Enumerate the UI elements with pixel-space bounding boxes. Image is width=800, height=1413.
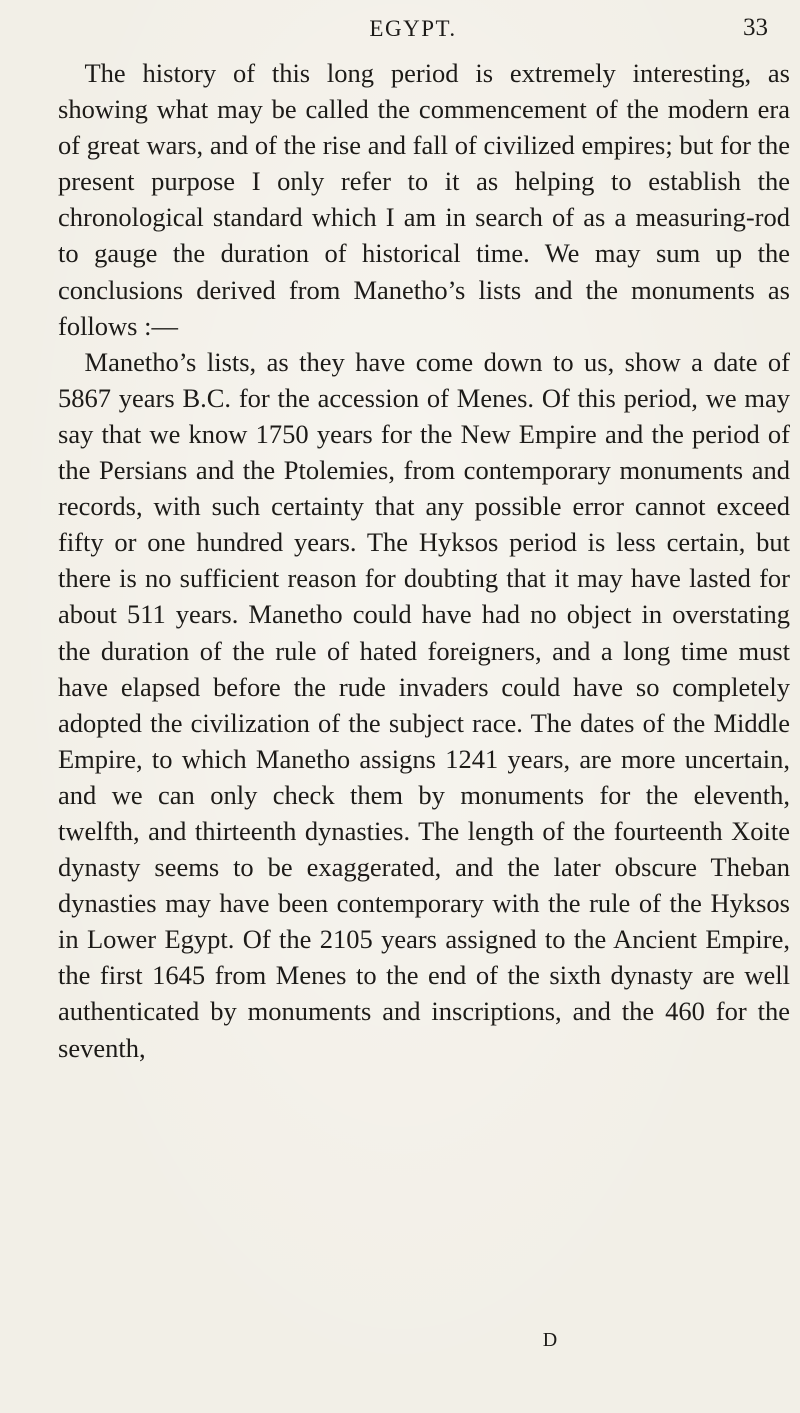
signature-mark: D <box>542 1329 558 1351</box>
paragraph-1: The history of this long period is extremely interesting, as showing what may be called the commencement of the modern era of great wars, and of the rise and fall of civilized empires; but for the present purpose I only refer to it as helping to establish the chronological standard which I am in search of as a measuring-rod to gauge the duration of historical time. We may sum up the conclusions derived from Manetho’s lists and the monuments as follows :— <box>58 58 790 341</box>
body-text <box>58 55 790 1066</box>
page-number: 33 <box>743 14 768 41</box>
paragraph-2: Manetho’s lists, as they have come down to us, show a date of 5867 years B.C. for the accession of Menes. Of this period, we may say that we know 1750 years for the New Empire and the period of the Persians and the Ptolemies, from contemporary monuments and records, with such certainty that any possible error cannot exceed fifty or one hundred years. The Hyksos period is less certain, but there is no sufficient reason for doubting that it may have lasted for about 511 years. Manetho could have had no object in overstating the duration of the rule of hated foreigners, and a long time must have elapsed before the rude invaders could have so completely adopted the civilization of the subject race. The dates of the Middle Empire, to which Manetho assigns 1241 years, are more uncertain, and we can only check them by monuments for the eleventh, twelfth, and thirteenth dynasties. The length of the fourteenth Xoite dynasty seems to be exaggerated, and the later obscure Theban dynasties may have been contemporary with the rule of the Hyksos in Lower Egypt. Of the 2105 years assigned to the Ancient Empire, the first 1645 from Menes to the end of the sixth dynasty are well authenticated by monuments and inscriptions, and the 460 for the seventh, <box>58 346 790 1063</box>
running-head: EGYPT. <box>369 16 457 41</box>
page-header <box>58 10 768 54</box>
